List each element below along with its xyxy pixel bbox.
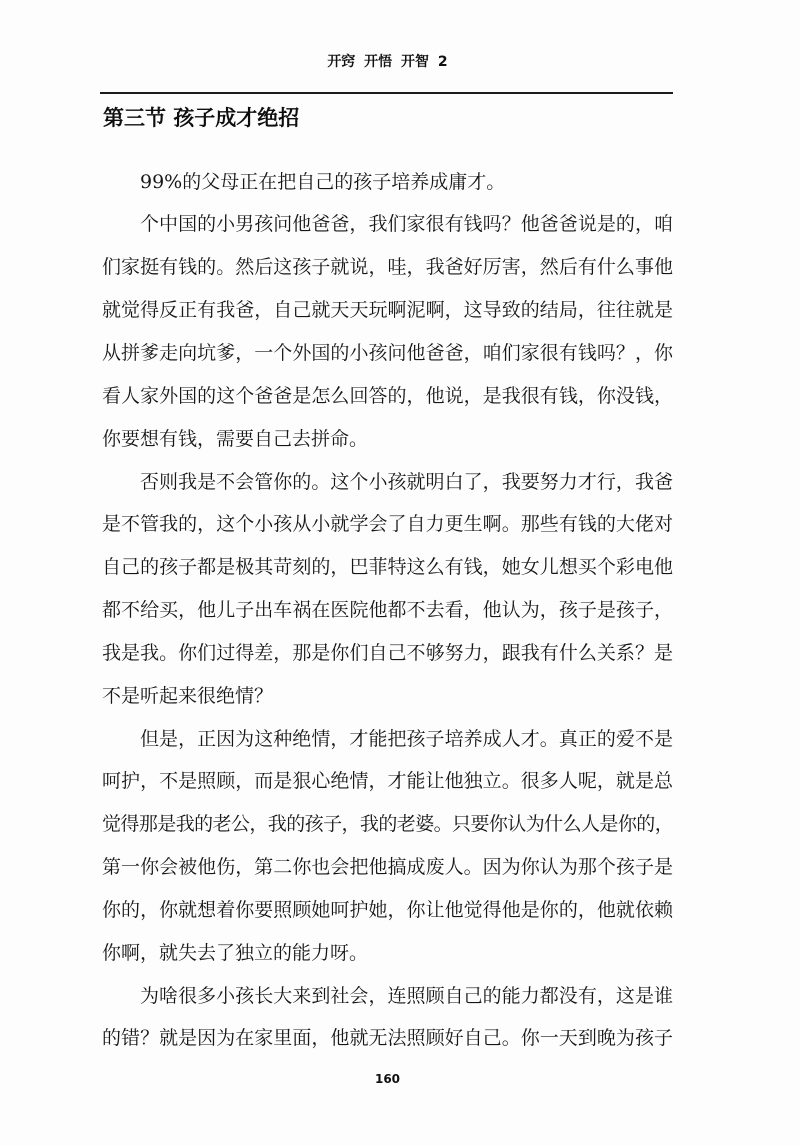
text-line: 第一你会被他伤，第二你也会把他搞成废人。因为你认为那个孩子是 — [102, 856, 673, 879]
text-line: 觉得那是我的老公，我的孩子，我的老婆。只要你认为什么人是你的， — [102, 813, 673, 836]
paragraph — [102, 161, 673, 204]
body-text — [102, 161, 673, 1061]
text-line: 你的，你就想着你要照顾她呵护她，你让他觉得他是你的，他就依赖 — [102, 898, 673, 921]
text-line: 否则我是不会管你的。这个小孩就明白了，我要努力才行，我爸 — [140, 470, 673, 493]
text-line: 们家挺有钱的。然后这孩子就说，哇，我爸好厉害，然后有什么事他 — [102, 256, 673, 279]
running-head: 开窍 开悟 开智 2 — [327, 54, 448, 70]
text-line: 自己的孩子都是极其苛刻的，巴菲特这么有钱，她女儿想买个彩电他 — [102, 556, 673, 579]
paragraph — [102, 718, 673, 975]
text-line: 不是听起来很绝情？ — [102, 684, 274, 707]
text-line: 但是，正因为这种绝情，才能把孩子培养成人才。真正的爱不是 — [140, 727, 673, 750]
header-rule — [100, 92, 673, 94]
text-line: 看人家外国的这个爸爸是怎么回答的，他说，是我很有钱，你没钱， — [102, 384, 673, 407]
text-line: 个中国的小男孩问他爸爸，我们家很有钱吗？他爸爸说是的，咱 — [140, 213, 673, 236]
text-line: 你啊，就失去了独立的能力呀。 — [102, 941, 369, 964]
text-line: 是不管我的，这个小孩从小就学会了自力更生啊。那些有钱的大佬对 — [102, 513, 673, 536]
text-line: 的错？就是因为在家里面，他就无法照顾好自己。你一天到晚为孩子 — [102, 1027, 673, 1050]
paragraph — [102, 203, 673, 460]
text-line: 我是我。你们过得差，那是你们自己不够努力，跟我有什么关系？是 — [102, 641, 673, 664]
text-line: 都不给买，他儿子出车祸在医院他都不去看，他认为，孩子是孩子， — [102, 599, 673, 622]
section-title: 第三节 孩子成才绝招 — [103, 106, 300, 130]
paragraph — [102, 975, 673, 1061]
text-line: 为啥很多小孩长大来到社会，连照顾自己的能力都没有，这是谁 — [140, 984, 673, 1007]
text-line: 从拼爹走向坑爹，一个外国的小孩问他爸爸，咱们家很有钱吗？，你 — [102, 341, 673, 364]
paragraph — [102, 461, 673, 718]
page-number: 160 — [374, 1072, 401, 1086]
text-line: 你要想有钱，需要自己去拼命。 — [102, 427, 369, 450]
text-line: 就觉得反正有我爸，自己就天天玩啊泥啊，这导致的结局，往往就是 — [102, 299, 673, 322]
text-line: 呵护，不是照顾，而是狠心绝情，才能让他独立。很多人呢，就是总 — [102, 770, 673, 793]
text-line: 99%的父母正在把自己的孩子培养成庸才。 — [140, 170, 506, 193]
